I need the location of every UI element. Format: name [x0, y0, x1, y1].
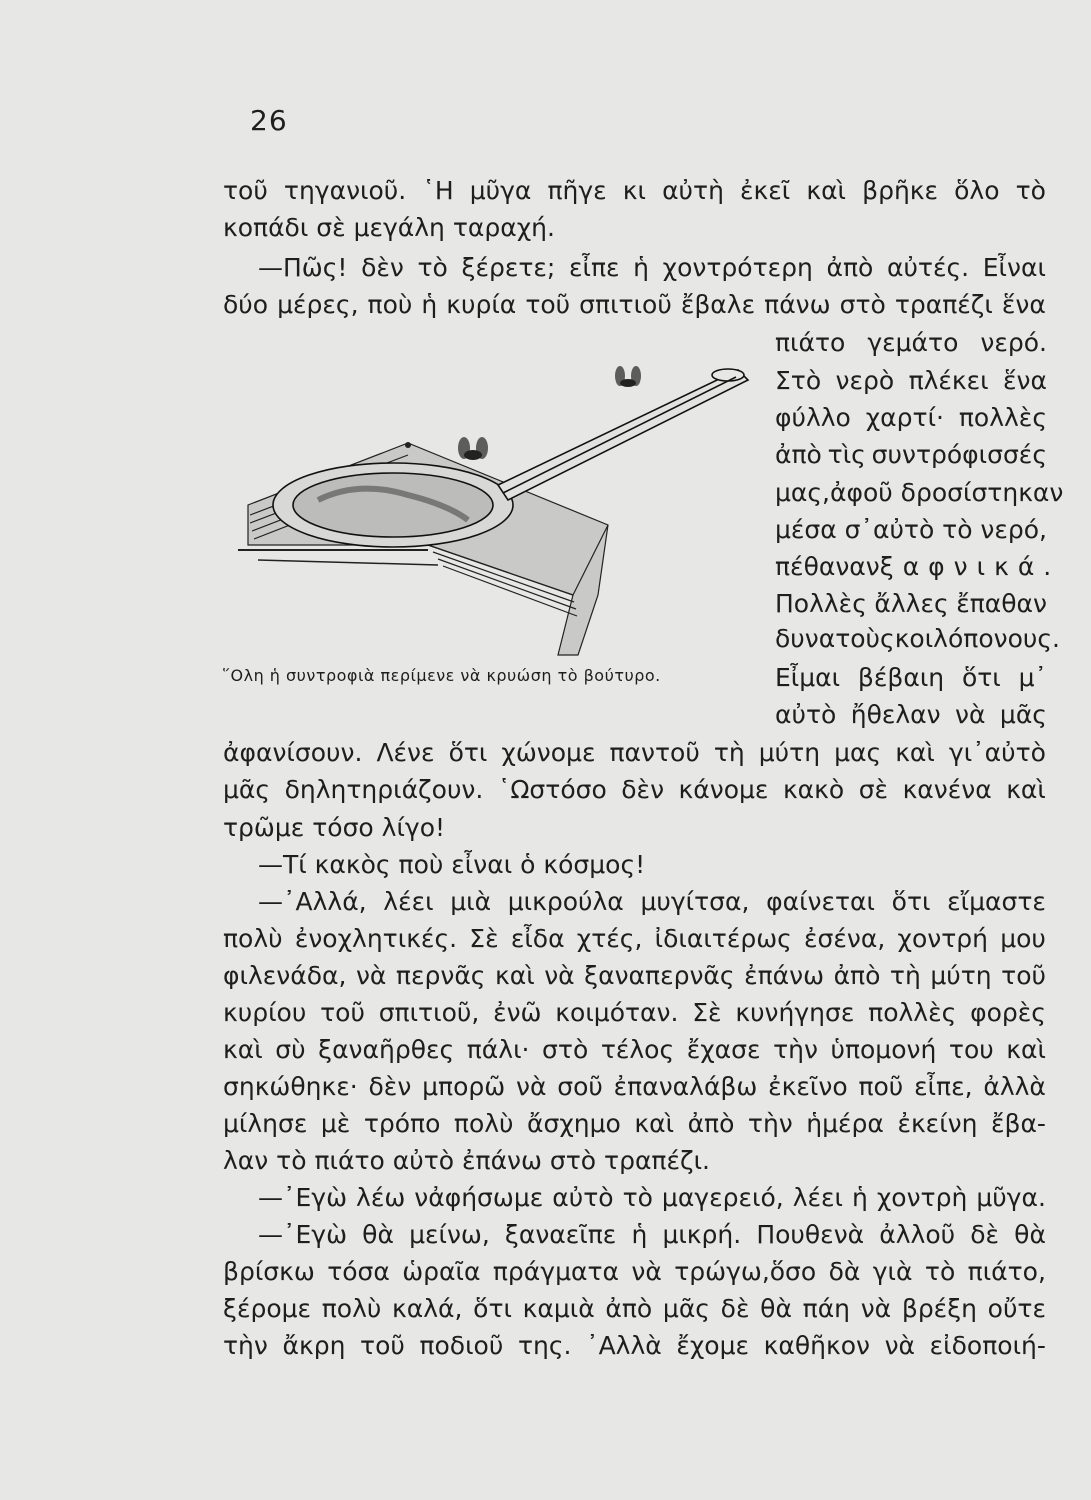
- text-word: ξαναπερνᾶς: [584, 961, 735, 990]
- text-word: πολλὲς: [868, 998, 957, 1027]
- text-word: χοντρότερη: [662, 253, 813, 282]
- text-line: [223, 738, 1046, 768]
- text-word: Πολλὲς: [775, 589, 867, 618]
- text-word: θὰ: [760, 1294, 792, 1323]
- text-word: καὶ: [895, 738, 935, 767]
- text-word: ξαναῆρθες: [318, 1035, 455, 1064]
- text-word: ἀπὸ: [833, 961, 881, 990]
- text-word: σὲ: [858, 775, 889, 804]
- text-word: πάλι·: [466, 1035, 530, 1064]
- text-word: ἐκεῖνο: [768, 1072, 848, 1101]
- text-word: χώνομε: [501, 738, 596, 767]
- text-word: βέβαιη: [857, 663, 945, 692]
- text-word: ἄκρη: [282, 1331, 346, 1360]
- text-word: ξαναεῖπε: [504, 1220, 617, 1249]
- text-word: καὶ: [223, 1035, 263, 1064]
- text-word: χοντρὴ: [876, 1183, 968, 1212]
- text-word: πολὺ: [223, 924, 283, 953]
- text-word: ἐνοχλητικές.: [294, 924, 458, 953]
- text-word: μαγερειό,: [661, 1183, 784, 1212]
- text-word: γεμάτο: [867, 328, 959, 357]
- text-word: μύτη: [758, 738, 821, 767]
- text-word: ποῦ: [858, 1072, 904, 1101]
- text-word: πάνω: [764, 290, 831, 319]
- text-word: θὰ: [1014, 1220, 1046, 1249]
- text-word: πιάτο,: [967, 1257, 1046, 1286]
- text-line: [223, 176, 1046, 206]
- text-word: σπιτιοῦ,: [378, 998, 480, 1027]
- text-word: τέλος: [600, 1035, 675, 1064]
- text-word: δηλητηριάζουν.: [284, 775, 484, 804]
- text-word: περνᾶς: [395, 961, 486, 990]
- text-line: μας,ἀφοῦ δροσίστηκαν: [775, 478, 1064, 507]
- text-word: τὸ: [622, 1183, 653, 1212]
- text-word: ὅτι: [961, 663, 1001, 692]
- text-word: πολλὲς: [958, 403, 1047, 432]
- text-word: χαρτί·: [865, 403, 944, 432]
- text-word: ὅτι: [473, 1294, 512, 1323]
- text-word: μπορῶ: [422, 1072, 506, 1101]
- text-word: πῆγε: [547, 176, 607, 205]
- text-word: θὰ: [362, 1220, 394, 1249]
- text-word: ἔχομε: [676, 1331, 750, 1360]
- text-word: δὲ: [720, 1294, 750, 1323]
- text-word: ἔβα-: [990, 1109, 1046, 1138]
- text-word: βρέξη: [901, 1294, 977, 1323]
- text-word: ἐκείνη: [897, 1109, 978, 1138]
- text-word: πολὺ: [453, 1109, 514, 1138]
- text-line: [775, 589, 1047, 619]
- text-word: πολὺ: [321, 1294, 382, 1323]
- text-line: [775, 403, 1047, 433]
- text-word: τὴ: [713, 738, 745, 767]
- text-word: ἐπάνω: [744, 961, 825, 990]
- text-word: σὺ: [275, 1035, 306, 1064]
- text-word: βρῆκε: [862, 176, 939, 205]
- text-line: [223, 924, 1046, 954]
- text-line: [775, 366, 1047, 396]
- text-word: μίλησε: [223, 1109, 308, 1138]
- text-word: στὸ: [839, 290, 886, 319]
- text-line: [223, 1257, 1046, 1287]
- text-word: πάη: [802, 1294, 851, 1323]
- text-word: σ᾽αὐτὸ: [844, 515, 935, 544]
- text-word: ῾Η: [422, 176, 454, 205]
- text-word: κυρίου: [223, 998, 307, 1027]
- text-word: ἐπαναλάβω: [613, 1072, 758, 1101]
- text-word: φαίνεται: [766, 887, 875, 916]
- text-word: —᾽Εγὼ: [258, 1183, 348, 1212]
- text-word: τοῦ: [320, 998, 365, 1027]
- text-word: εἶδα: [510, 924, 565, 953]
- text-word: ἡ: [631, 1220, 648, 1249]
- text-word: ἡμέρα: [806, 1109, 884, 1138]
- text-word: νὰ: [884, 1331, 916, 1360]
- text-word: Σὲ: [469, 924, 499, 953]
- text-word: νὰ: [355, 961, 387, 990]
- text-word: γι᾽αὐτὸ: [948, 738, 1046, 767]
- text-word: ἡ: [633, 253, 650, 282]
- text-word: Στὸ: [775, 366, 822, 395]
- text-line: [775, 552, 1061, 582]
- text-word: της.: [517, 1331, 572, 1360]
- text-word: δὲν: [621, 775, 665, 804]
- text-word: χοντρή: [897, 924, 988, 953]
- text-word: αὐτὸ: [775, 700, 837, 729]
- text-word: μῦγα.: [976, 1183, 1046, 1212]
- text-word: σπιτιοῦ: [579, 290, 672, 319]
- text-line: [223, 1109, 1046, 1139]
- text-line: [223, 1035, 1046, 1065]
- text-word: δὲν: [368, 1072, 412, 1101]
- text-word: ἄλλες: [874, 589, 949, 618]
- text-line: δυνατοὺςκοιλόπονους.: [775, 624, 1060, 653]
- text-word: κανένα: [902, 775, 992, 804]
- text-line: [775, 700, 1047, 730]
- text-word: λέω: [356, 1183, 406, 1212]
- text-word: μυγίτσα,: [640, 887, 750, 916]
- text-word: μᾶς: [223, 775, 271, 804]
- text-word: νερό.: [980, 328, 1047, 357]
- text-word: πράγματα: [492, 1257, 619, 1286]
- text-word: ποδιοῦ: [419, 1331, 504, 1360]
- text-line: [258, 1220, 1046, 1250]
- text-word: τρώγω,ὅσο: [674, 1257, 817, 1286]
- text-word: ὅλο: [954, 176, 1000, 205]
- text-word: κυρία: [446, 290, 517, 319]
- text-word: τὸ: [924, 1257, 956, 1286]
- text-word: ἕνα: [1003, 366, 1047, 395]
- text-word: γιὰ: [872, 1257, 913, 1286]
- text-word: νὰ: [955, 700, 986, 729]
- text-word: πλέκει: [908, 366, 989, 395]
- text-word: μῦγα: [469, 176, 532, 205]
- text-line: [223, 290, 1046, 320]
- text-word: ὡραῖα: [402, 1257, 481, 1286]
- text-word: εἶπε,: [914, 1072, 973, 1101]
- text-word: ἀπὸ: [826, 253, 874, 282]
- text-word: ὑπομονή: [830, 1035, 937, 1064]
- text-word: τοῦ: [525, 290, 571, 319]
- text-line: [775, 328, 1047, 358]
- text-word: λέει: [383, 887, 434, 916]
- text-word: αὐτὴ: [662, 176, 724, 205]
- text-word: καλά,: [392, 1294, 463, 1323]
- text-word: δὲ: [970, 1220, 1000, 1249]
- text-word: Πουθενὰ: [756, 1220, 865, 1249]
- text-word: ἕνα: [1001, 290, 1046, 319]
- text-line: [223, 1331, 1046, 1361]
- frying-pan-illustration: [228, 355, 763, 660]
- text-word: τὸ: [1015, 176, 1046, 205]
- text-line: [258, 253, 1046, 283]
- text-word: μας: [834, 738, 882, 767]
- text-line: [258, 887, 1046, 917]
- text-word: ἔβαλε: [680, 290, 756, 319]
- text-word: Σὲ: [692, 998, 722, 1027]
- text-word: εἶπε: [568, 253, 620, 282]
- text-word: τὴν: [223, 1331, 268, 1360]
- text-word: νὰ: [860, 1294, 892, 1323]
- text-word: ποὺ: [367, 290, 413, 319]
- text-word: μέρες,: [277, 290, 359, 319]
- text-word: συντρόφισσές: [871, 440, 1047, 469]
- page-number: 26: [250, 104, 288, 137]
- text-word: φορὲς: [970, 998, 1046, 1027]
- text-line: [775, 440, 1047, 470]
- text-line: [223, 775, 1046, 805]
- text-word: νἀφήσωμε: [414, 1183, 544, 1212]
- text-word: ἡ: [421, 290, 438, 319]
- text-word: καὶ: [1006, 1035, 1046, 1064]
- text-word: καὶ: [1006, 775, 1046, 804]
- text-word: φιλενάδα,: [223, 961, 347, 990]
- text-line: [775, 663, 1047, 693]
- text-word: παντοῦ: [609, 738, 700, 767]
- text-word: νὰ: [544, 961, 575, 990]
- text-word: τοῦ: [360, 1331, 405, 1360]
- text-word: μὲ: [320, 1109, 351, 1138]
- text-word: δὰ: [828, 1257, 861, 1286]
- text-line: [223, 998, 1046, 1028]
- text-line: [775, 515, 1047, 545]
- text-word: λέει: [792, 1183, 843, 1212]
- text-word: νερό,: [980, 515, 1047, 544]
- text-word: μύτη: [930, 961, 992, 990]
- emphasized-word: ξαφνικά.: [879, 552, 1061, 581]
- text-word: ἀφανίσουν.: [223, 738, 363, 767]
- text-word: μ᾽: [1018, 663, 1047, 692]
- text-word: —Πῶς!: [258, 253, 348, 282]
- text-word: τραπέζι: [894, 290, 993, 319]
- text-word: τόσα: [327, 1257, 390, 1286]
- illustration-caption: ῞Ολη ἡ συντροφιὰ περίμενε νὰ κρυώση τὸ βούτυρο.: [222, 666, 661, 685]
- text-word: αὐτές.: [886, 253, 970, 282]
- text-word: μου: [1000, 924, 1046, 953]
- text-word: ἀπὸ: [775, 440, 822, 469]
- text-word: ξέρετε;: [461, 253, 556, 282]
- text-line: [258, 1183, 1046, 1213]
- text-word: τὸ: [942, 515, 973, 544]
- text-word: εἰδοποιή-: [929, 1331, 1046, 1360]
- text-line: κοπάδι σὲ μεγάλη ταραχή.: [223, 213, 555, 242]
- text-word: κυνήγησε: [735, 998, 855, 1027]
- text-word: νὰ: [515, 1072, 547, 1101]
- text-word: ἐκεῖ: [740, 176, 791, 205]
- text-word: μᾶς: [999, 700, 1047, 729]
- text-word: καμιὰ: [522, 1294, 595, 1323]
- text-word: ξέρομε: [223, 1294, 312, 1323]
- text-word: κοιμόταν.: [555, 998, 679, 1027]
- text-word: ἐσένα,: [804, 924, 886, 953]
- text-word: τοῦ: [223, 176, 268, 205]
- text-word: Εἶναι: [982, 253, 1046, 282]
- text-word: τὴν: [747, 1109, 793, 1138]
- text-word: τρόπο: [363, 1109, 441, 1138]
- text-word: κάνομε: [678, 775, 769, 804]
- text-line: —Τί κακὸς ποὺ εἶναι ὁ κόσμος!: [258, 850, 646, 879]
- text-line: λαν τὸ πιάτο αὐτὸ ἐπάνω στὸ τραπέζι.: [223, 1146, 710, 1175]
- text-word: ἄσχημο: [527, 1109, 621, 1138]
- text-word: καθῆκον: [763, 1331, 870, 1360]
- text-word: οὔτε: [987, 1294, 1046, 1323]
- text-word: τηγανιοῦ.: [283, 176, 407, 205]
- text-word: καὶ: [495, 961, 535, 990]
- text-word: ἰδιαιτέρως: [654, 924, 792, 953]
- text-word: ἀλλὰ: [983, 1072, 1046, 1101]
- text-word: εἴμαστε: [947, 887, 1046, 916]
- text-word: κι: [622, 176, 646, 205]
- text-word: βρίσκω: [223, 1257, 315, 1286]
- text-word: νερὸ: [835, 366, 895, 395]
- text-line: [223, 1294, 1046, 1324]
- text-word: πέθαναν: [775, 552, 880, 581]
- text-line: [223, 1072, 1046, 1102]
- text-word: ἀπὸ: [687, 1109, 735, 1138]
- text-word: ἔπαθαν: [956, 589, 1047, 618]
- text-word: ῾Ωστόσο: [497, 775, 607, 804]
- text-line: [223, 961, 1046, 991]
- text-word: —᾽Εγὼ: [258, 1220, 348, 1249]
- text-word: μείνω,: [409, 1220, 490, 1249]
- text-word: τὴν: [773, 1035, 818, 1064]
- text-word: μικρούλα: [507, 887, 624, 916]
- text-word: ἡ: [851, 1183, 868, 1212]
- text-word: ὅτι: [891, 887, 931, 916]
- text-word: καὶ: [806, 176, 847, 205]
- text-word: ἀπὸ: [605, 1294, 653, 1323]
- text-word: δύο: [223, 290, 269, 319]
- text-word: —᾽Αλλά,: [258, 887, 367, 916]
- text-word: μικρή.: [662, 1220, 742, 1249]
- text-word: του: [948, 1035, 994, 1064]
- text-word: φύλλο: [775, 403, 851, 432]
- text-word: πιάτο: [775, 328, 846, 357]
- text-word: ἤθελαν: [850, 700, 941, 729]
- text-word: μέσα: [775, 515, 837, 544]
- text-word: ᾽Αλλὰ: [586, 1331, 662, 1360]
- text-word: ἀλλοῦ: [879, 1220, 956, 1249]
- text-word: τὸ: [417, 253, 448, 282]
- text-word: Εἶμαι: [775, 663, 841, 692]
- text-word: ἐνῶ: [493, 998, 542, 1027]
- text-word: στὸ: [542, 1035, 589, 1064]
- text-word: δὲν: [361, 253, 404, 282]
- text-word: σηκώθηκε·: [223, 1072, 358, 1101]
- text-word: σοῦ: [557, 1072, 603, 1101]
- text-word: μιὰ: [450, 887, 492, 916]
- text-word: μᾶς: [662, 1294, 710, 1323]
- text-word: τὴ: [889, 961, 921, 990]
- text-word: τὶς: [827, 440, 866, 469]
- text-word: ὅτι: [448, 738, 488, 767]
- text-word: καὶ: [634, 1109, 675, 1138]
- text-word: νὰ: [631, 1257, 662, 1286]
- text-word: τοῦ: [1001, 961, 1046, 990]
- text-line: τρῶμε τόσο λίγο!: [223, 813, 446, 842]
- text-word: αὐτὸ: [552, 1183, 614, 1212]
- text-word: ἔχασε: [686, 1035, 761, 1064]
- text-word: κακὸ: [782, 775, 845, 804]
- text-word: χτές,: [576, 924, 643, 953]
- text-word: Λένε: [376, 738, 435, 767]
